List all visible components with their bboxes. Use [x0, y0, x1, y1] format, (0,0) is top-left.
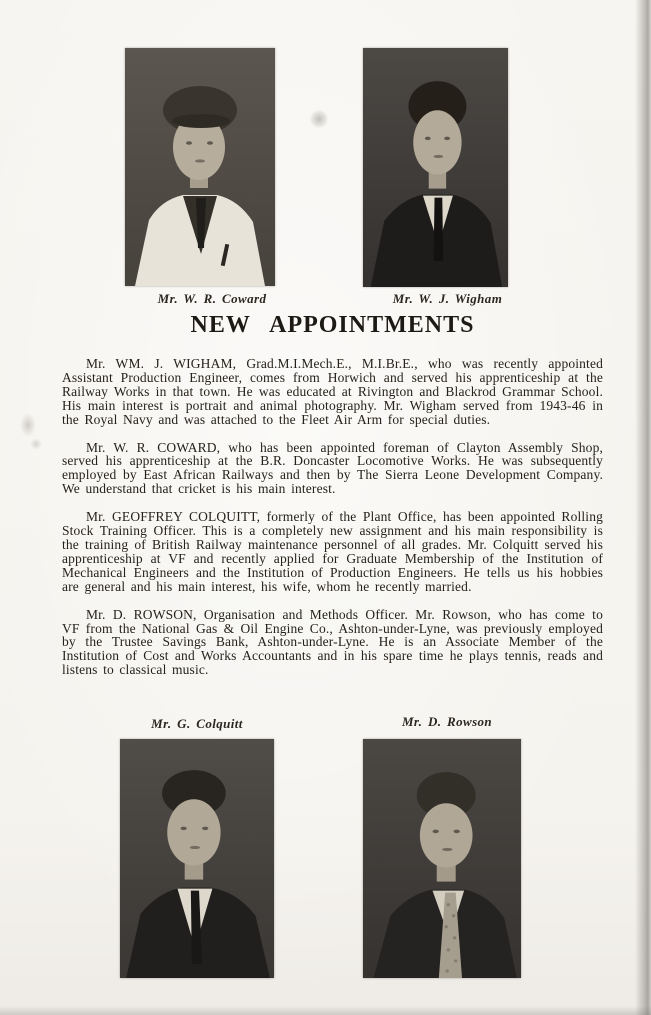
- portrait-illustration-colquitt: [120, 739, 274, 978]
- photo-caption-rowson: Mr. D. Rowson: [401, 714, 493, 729]
- paragraph-colquitt: Mr. GEOFFREY COLQUITT, formerly of the Plant Office, has been appointed Rolling Stock Training Officer. This is a completely new assignment and his main responsibility is the training of British Railway maintenance personnel of all grades. Mr. Colquitt served his apprenticeship at VF and recently applied for Graduate Membership of the Institution of Mechanical Engineers and the Institution of Production Engineers. He tells us his hobbies are general and his main interest, his wife, whom he recently married.: [62, 509, 603, 594]
- portrait-illustration-coward: [125, 48, 275, 286]
- article-body: [62, 357, 603, 691]
- scan-smudge: [310, 110, 328, 128]
- scan-smudge: [30, 438, 42, 450]
- paragraph-coward: Mr. W. R. COWARD, who has been appointed foreman of Clayton Assembly Shop, served his apprenticeship at the B.R. Doncaster Locomotive Works. He was subsequently employed by East African Railways and then by The Sierra Leone Development Company. We understand that cricket is his main interest.: [62, 439, 603, 497]
- portrait-photo-coward: [125, 48, 275, 286]
- paragraph-rowson: Mr. D. ROWSON, Organisation and Methods Officer. Mr. Rowson, who has come to VF from the National Gas & Oil Engine Co., Ashton-under-Lyne, was previously employed by the Trustee Savings Bank, Ashton-under-Lyne. He is an Associate Member of the Institution of Cost and Works Accountants and in his spare time he plays tennis, reads and listens to classical music.: [62, 606, 603, 678]
- photo-caption-wigham: Mr. W. J. Wigham: [392, 291, 503, 306]
- photo-caption-colquitt: Mr. G. Colquitt: [151, 716, 243, 731]
- page-edge-shadow-right: [635, 0, 651, 1015]
- page-edge-shadow-bottom: [0, 1006, 651, 1015]
- portrait-photo-wigham: [363, 48, 508, 287]
- portrait-photo-colquitt: [120, 739, 274, 978]
- page-title: NEW APPOINTMENTS: [190, 312, 475, 338]
- scan-smudge: [20, 413, 36, 437]
- portrait-illustration-wigham: [363, 48, 508, 287]
- portrait-photo-rowson: [363, 739, 521, 978]
- paragraph-wigham: Mr. WM. J. WIGHAM, Grad.M.I.Mech.E., M.I.Br.E., who was recently appointed Assistant Production Engineer, comes from Horwich and served his apprenticeship at the Railway Works in that town. He was educated at Rivington and Blackrod Grammar School. His main interest is portrait and animal photography. Mr. Wigham served from 1943-46 in the Royal Navy and was attached to the Fleet Air Arm for special duties.: [62, 356, 603, 427]
- photo-caption-coward: Mr. W. R. Coward: [157, 291, 267, 306]
- portrait-illustration-rowson: [363, 739, 521, 978]
